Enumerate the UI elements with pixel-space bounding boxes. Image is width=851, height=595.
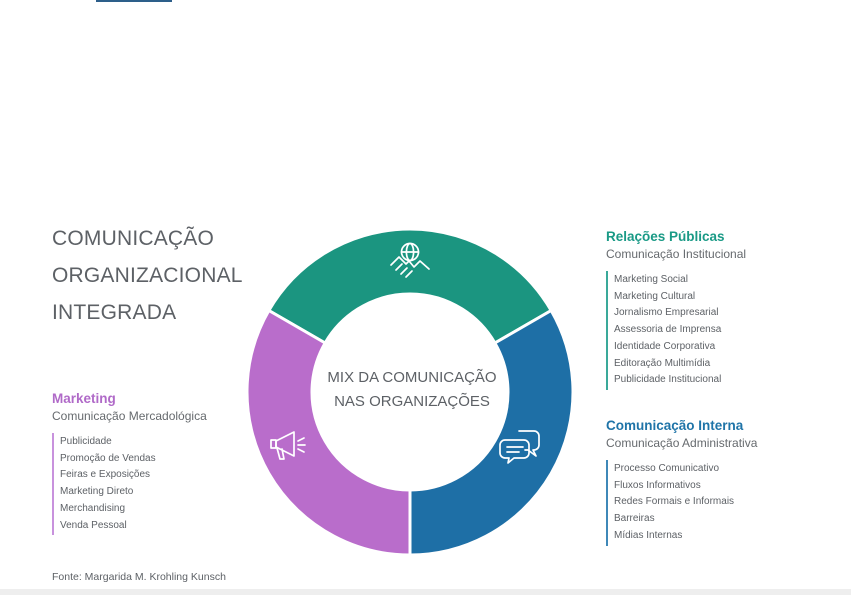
list-item: Identidade Corporativa	[614, 340, 716, 352]
comunicacao-interna-group	[606, 418, 757, 546]
relacoes-publicas-title: Relações Públicas	[606, 229, 725, 244]
list-item: Marketing Direto	[60, 486, 134, 498]
marketing-list	[52, 433, 207, 535]
list-item: Redes Formais e Informais	[614, 496, 735, 508]
comunicacao-interna-subtitle: Comunicação Administrativa	[606, 436, 758, 450]
list-item: Publicidade Institucional	[614, 374, 722, 386]
list-item: Venda Pessoal	[60, 519, 127, 531]
list-item: Jornalismo Empresarial	[614, 307, 719, 319]
comunicacao-interna-segment	[410, 311, 573, 556]
list-item: Publicidade	[60, 436, 112, 447]
relacoes-publicas-subtitle: Comunicação Institucional	[606, 247, 747, 261]
marketing-group	[52, 391, 207, 535]
comunicacao-interna-list	[606, 460, 757, 546]
title-line: INTEGRADA	[52, 301, 177, 324]
list-item: Fluxos Informativos	[614, 479, 701, 491]
list-item: Mídias Internas	[614, 529, 683, 541]
list-item: Editoração Multimídia	[614, 357, 711, 369]
title-line: COMUNICAÇÃO	[52, 227, 215, 250]
center-line: MIX DA COMUNICAÇÃO	[327, 369, 497, 386]
bottom-band	[0, 589, 851, 595]
list-item: Marketing Cultural	[614, 290, 696, 302]
marketing-title: Marketing	[52, 391, 116, 406]
list-item: Feiras e Exposições	[60, 469, 151, 481]
center-line: NAS ORGANIZAÇÕES	[334, 393, 490, 410]
relacoes-publicas-list	[606, 271, 746, 390]
diagram-center-label	[262, 366, 562, 414]
list-item: Assessoria de Imprensa	[614, 324, 722, 336]
list-item: Barreiras	[614, 513, 655, 525]
marketing-segment	[247, 311, 410, 556]
relacoes-publicas-group	[606, 229, 746, 390]
title-line: ORGANIZACIONAL	[52, 264, 243, 287]
list-item: Processo Comunicativo	[614, 463, 720, 474]
marketing-subtitle: Comunicação Mercadológica	[52, 409, 207, 423]
list-item: Merchandising	[60, 502, 126, 514]
source-caption: Fonte: Margarida M. Krohling Kunsch	[52, 571, 226, 583]
top-rule	[96, 0, 172, 2]
list-item: Marketing Social	[614, 274, 688, 285]
relacoes-publicas-segment	[269, 229, 551, 343]
comunicacao-interna-title: Comunicação Interna	[606, 418, 744, 433]
list-item: Promoção de Vendas	[60, 452, 156, 464]
